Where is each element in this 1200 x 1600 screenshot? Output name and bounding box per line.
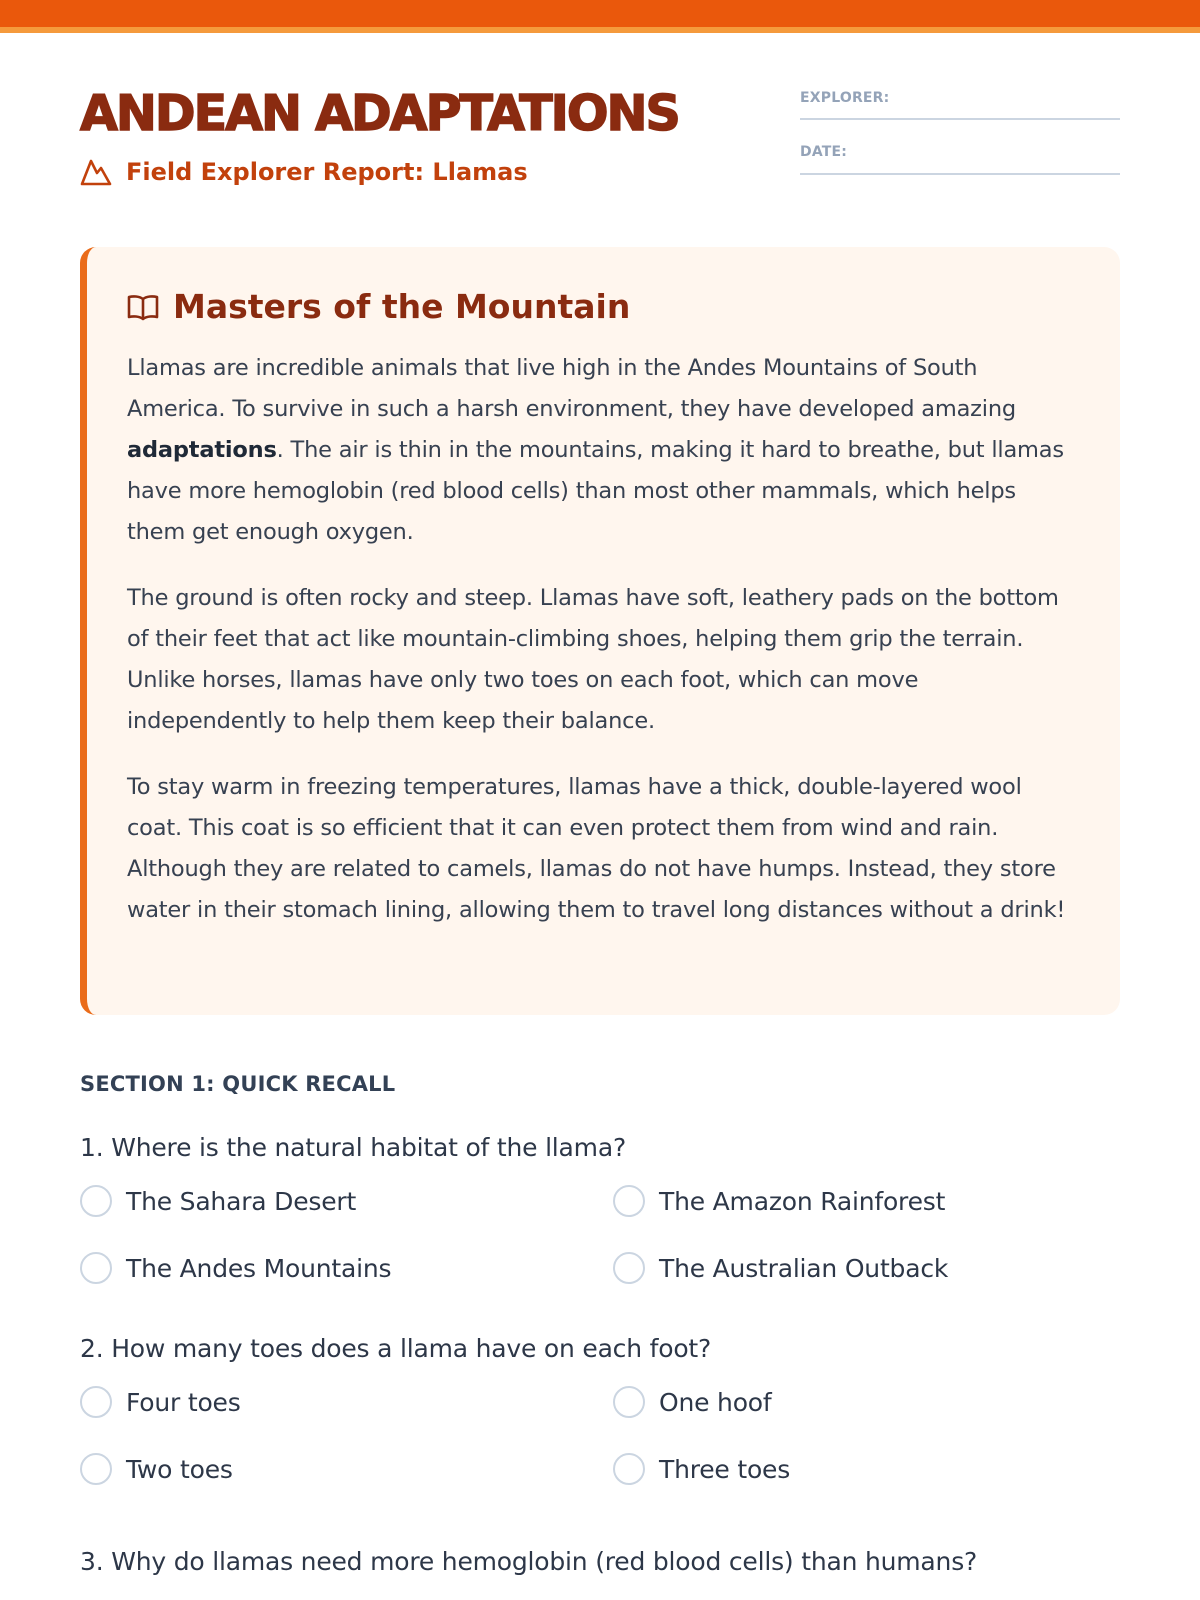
option-label: The Australian Outback: [659, 1253, 949, 1283]
question-2: 2. How many toes does a llama have on each foot?: [80, 1334, 712, 1363]
q2-option-c[interactable]: [80, 1453, 233, 1485]
q1-option-c[interactable]: [80, 1252, 391, 1284]
q1-option-b[interactable]: [613, 1185, 945, 1217]
radio-button[interactable]: [613, 1185, 645, 1217]
book-icon: [127, 293, 159, 321]
q2-option-b[interactable]: [613, 1386, 772, 1418]
mountain-icon: [80, 158, 112, 186]
question-3: 3. Why do llamas need more hemoglobin (red blood cells) than humans?: [80, 1547, 978, 1576]
option-label: Three toes: [659, 1454, 791, 1484]
explorer-field[interactable]: [800, 90, 1120, 106]
question-1: 1. Where is the natural habitat of the llama?: [80, 1133, 627, 1162]
explorer-label: EXPLORER:: [800, 90, 890, 106]
paragraph-1-start: Llamas are incredible animals that live high in the Andes Mountains of South America. To survive in such a harsh environment, they have developed amazing: [127, 355, 1016, 422]
date-label: DATE:: [800, 144, 848, 160]
radio-button[interactable]: [80, 1185, 112, 1217]
option-label: The Amazon Rainforest: [659, 1186, 946, 1216]
radio-button[interactable]: [80, 1453, 112, 1485]
q2-option-d[interactable]: [613, 1453, 790, 1485]
story-paragraph-2: The ground is often rocky and steep. Llamas have soft, leathery pads on the bottom of their feet that act like mountain-climbing shoes, helping them grip the terrain. Unlike horses, llamas have only two toes on each foot, which can move independently to help them keep their balance.: [127, 585, 1059, 734]
report-subtitle: [80, 158, 528, 186]
top-accent-stripe: [0, 27, 1200, 33]
option-label: Four toes: [126, 1387, 241, 1417]
radio-button[interactable]: [613, 1453, 645, 1485]
paragraph-1-end: . The air is thin in the mountains, making it hard to breathe, but llamas have more hemoglobin (red blood cells) than most other mammals, which helps them get enough oxygen.: [127, 437, 1064, 545]
radio-button[interactable]: [80, 1252, 112, 1284]
radio-button[interactable]: [613, 1386, 645, 1418]
explorer-line[interactable]: [800, 118, 1120, 120]
q1-option-d[interactable]: [613, 1252, 948, 1284]
story-header: [127, 287, 1080, 326]
date-field[interactable]: [800, 144, 1120, 160]
q2-option-a[interactable]: [80, 1386, 241, 1418]
option-label: One hoof: [659, 1387, 772, 1417]
q1-option-a[interactable]: [80, 1185, 356, 1217]
story-paragraph-1: [127, 348, 1080, 553]
story-heading: Masters of the Mountain: [173, 287, 631, 326]
option-label: Two toes: [126, 1454, 233, 1484]
subtitle-text: Field Explorer Report: Llamas: [126, 158, 528, 186]
story-panel: [80, 247, 1120, 1015]
radio-button[interactable]: [613, 1252, 645, 1284]
keyword-adaptations: adaptations: [127, 437, 277, 463]
option-label: The Andes Mountains: [126, 1253, 392, 1283]
date-line[interactable]: [800, 173, 1120, 175]
radio-button[interactable]: [80, 1386, 112, 1418]
page-title: ANDEAN ADAPTATIONS: [80, 85, 679, 142]
option-label: The Sahara Desert: [126, 1186, 357, 1216]
story-paragraph-3: To stay warm in freezing temperatures, llamas have a thick, double-layered wool coat. This coat is so efficient that it can even protect them from wind and rain. Although they are related to camels, llamas do not have humps. Instead, they store water in their stomach lining, allowing them to travel long distances without a drink!: [127, 774, 1066, 923]
section-1-label: SECTION 1: QUICK RECALL: [80, 1072, 396, 1096]
top-accent-bar: [0, 0, 1200, 27]
